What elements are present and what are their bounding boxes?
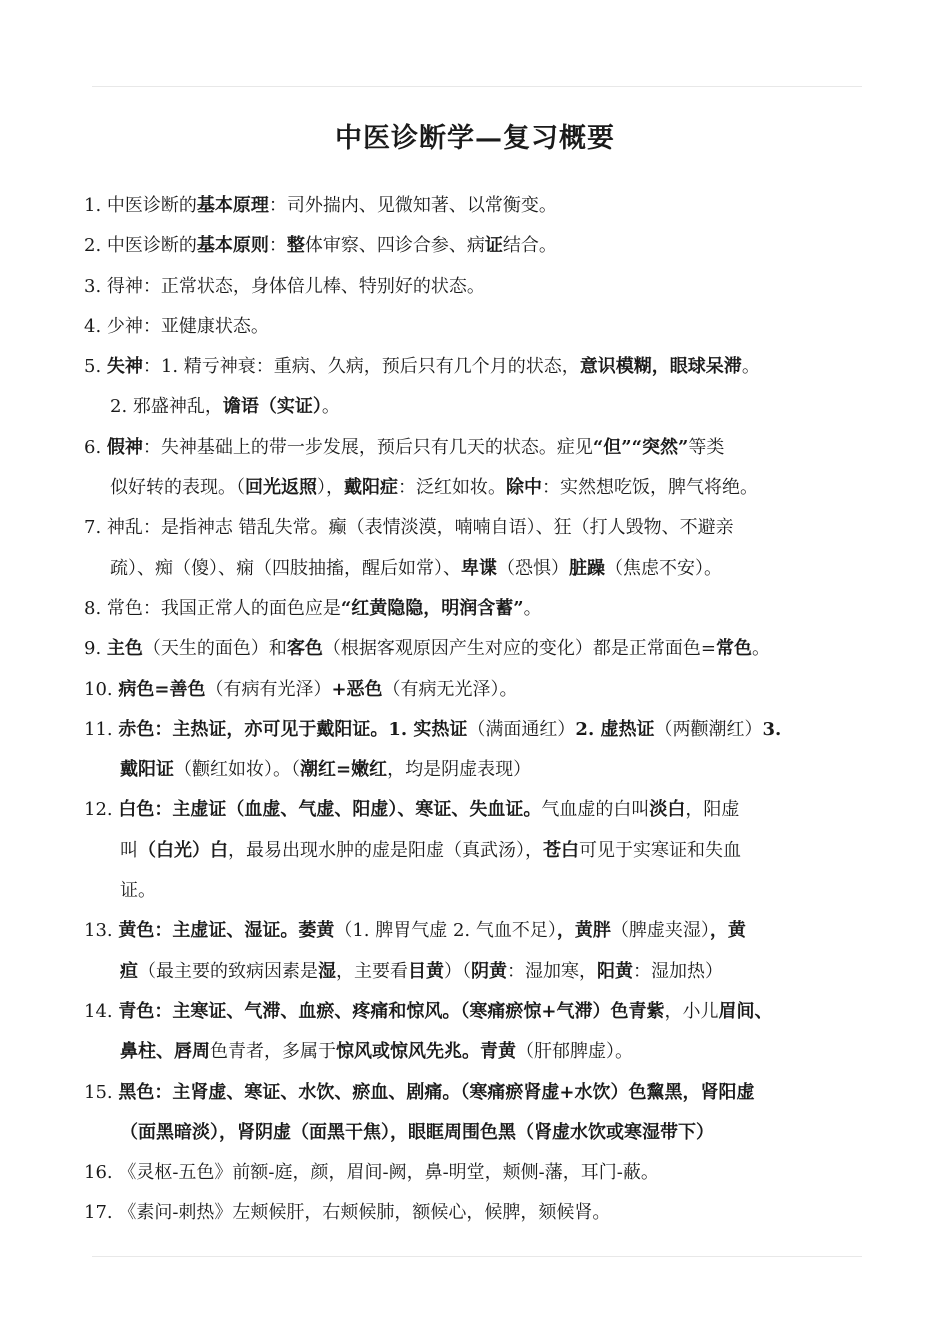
text-run: ：失神基础上的带一步发展，预后只有几天的状态。症见 [142,436,593,458]
text-line [84,952,884,992]
bold-text: 基本原理 [196,195,269,216]
text-run: 色青者，多属于 [210,1041,336,1063]
bold-text: 白色：主虚证（血虚、气虚、阳虚）、寒证、失血证。 [118,799,542,821]
list-item [84,307,884,347]
text-run: ，主要看 [336,960,408,982]
text-line [84,267,884,307]
text-run: 。 [321,396,340,418]
bold-text: 淡白 [649,799,686,821]
text-run: 9. [84,638,107,660]
list-item [84,589,884,629]
list-item [84,790,884,911]
bold-text: 常色 [716,638,752,660]
text-run: ）， [317,477,344,499]
text-line [84,670,884,710]
page-title: 中医诊断学—复习概要 [335,123,615,154]
bottom-divider [92,1256,862,1257]
text-run: 2. 中医诊断的 [84,235,197,257]
text-line [84,992,884,1032]
text-run: 可见于实寒证和失血 [579,839,741,861]
text-run: ：实然想吃饭，脾气将绝。 [542,477,758,499]
text-run: 3. 得神：正常状态，身体倍儿棒、特别好的状态。 [84,275,485,297]
text-run: 8. 常色：我国正常人的面色应是 [84,597,341,619]
text-run: （焦虑不安）。 [605,557,722,579]
bold-text: ，黄 [709,920,746,942]
bold-text: 基本原则 [196,235,269,257]
text-line [84,589,884,629]
list-item [84,1073,884,1154]
list-item [84,267,884,307]
text-run: （满面通红） [467,718,576,740]
bold-text: +恶色 [331,678,383,700]
list-item [84,1193,884,1233]
bold-text: 除中 [506,477,542,499]
bold-text: （面黑暗淡），肾阴虚（面黑干焦），眼眶周围色黑（肾虚水饮或寒湿带下） [120,1121,714,1143]
text-run: 11. [84,718,119,740]
text-run: 气血虚的白叫 [541,799,650,821]
bold-text: 戴阳证 [120,759,174,781]
text-run: （最主要的致病因素是 [138,960,318,982]
bold-text: 病色=善色 [118,678,206,700]
text-line [84,831,884,871]
text-line [84,710,884,750]
bold-text: 卑谍 [461,557,497,579]
bold-text: 疸 [120,960,138,982]
list-item [84,508,884,589]
text-run: 7. 神乱：是指神志 错乱失常。癫（表情淡漠，喃喃自语）、狂（打人毁物、不避亲 [84,517,734,539]
bold-text: 鼻柱、唇周 [120,1041,210,1063]
list-item [84,911,884,992]
text-run: 12. [84,799,119,821]
text-run: ，小儿 [664,1000,719,1022]
text-line [84,226,884,266]
text-run: 。 [741,356,760,378]
list-item [84,428,884,509]
text-run: 15. [84,1081,119,1103]
text-line [84,428,884,468]
bold-text: 戴阳症 [344,477,398,499]
text-run: 结合。 [502,235,557,257]
text-run: ： [268,235,287,257]
text-line [84,468,884,508]
text-run: （脾虚夹湿） [610,920,710,942]
text-line [84,1032,884,1072]
text-run: ：1. 精亏神衰：重病、久病，预后只有几个月的状态， [142,356,580,378]
bold-text: “红黄隐隐，明润含蓄” [340,597,524,619]
text-run: 14. [84,1000,119,1022]
bold-text: ，黄胖 [556,920,611,942]
bold-text: 阳黄 [597,960,633,982]
bold-text: 惊风或惊风先兆。青黄 [336,1041,516,1063]
top-divider [92,86,862,87]
text-line [84,508,884,548]
bold-text: 苍白 [543,839,579,861]
bold-text: 湿 [318,960,336,982]
text-line [84,186,884,226]
text-run: 10. [84,678,119,700]
text-run: 叫 [120,839,138,861]
bold-text: 失神 [106,356,143,378]
text-run: 。 [523,597,542,619]
bold-text: 眉间、 [718,1000,773,1022]
text-line [84,790,884,830]
text-line [84,629,884,669]
text-run: 。 [752,638,770,660]
text-run: （1. 脾胃气虚 2. 气血不足） [334,920,557,942]
text-run: ，阳虚 [685,799,740,821]
bold-text: 主色 [106,638,143,660]
list-item [84,670,884,710]
text-line [84,1153,884,1193]
bold-text: 脏躁 [569,557,605,579]
text-run: ：泛红如妆。 [398,477,506,499]
text-line [84,549,884,589]
bold-text: （白光）白 [138,839,228,861]
list-item [84,226,884,266]
text-line [84,1193,884,1233]
bold-text: “但”“突然” [592,436,689,458]
bold-text: 意识模糊，眼球呆滞 [579,356,742,378]
bold-text: 假神 [106,436,143,458]
bold-text: 客色 [286,638,323,660]
bold-text: 青色：主寒证、气滞、血瘀、疼痛和惊风。（寒痛瘀惊+气滞）色青紫 [118,1000,665,1022]
text-run: （有病无光泽）。 [382,678,518,700]
bold-text: 整 [286,235,305,257]
bold-text: 潮红=嫩红 [300,759,388,781]
text-run: 6. [84,436,107,458]
text-line [84,1113,884,1153]
text-run: （颧红如妆）。（ [174,759,300,781]
bold-text: 回光返照 [245,477,317,499]
text-run: 16. 《灵枢-五色》前额-庭，颜，眉间-阙，鼻-明堂，颊侧-藩，耳门-蔽。 [84,1162,659,1184]
text-run: 似好转的表现。（ [110,477,245,499]
text-run: ，均是阴虚表现） [387,759,532,781]
bold-text: 目黄 [408,960,444,982]
text-run: ）（ [444,960,471,982]
list-item [84,710,884,791]
text-run: （恐惧） [497,557,569,579]
bold-text: 谵语（实证） [222,396,322,418]
text-run: 13. [84,920,119,942]
bold-text: 阴黄 [471,960,507,982]
text-run: ，最易出现水肿的虚是阳虚（真武汤）， [228,839,543,861]
list-item [84,186,884,226]
document-body [84,186,884,1234]
text-run: （肝郁脾虚）。 [516,1041,633,1063]
text-run: （有病有光泽） [205,678,332,700]
text-run: ：司外揣内、见微知著、以常衡变。 [268,195,557,216]
list-item [84,629,884,669]
text-run: 5. [84,356,107,378]
text-line [84,1073,884,1113]
text-run: 证。 [120,880,156,902]
text-run: 等类 [688,436,725,458]
bold-text: 赤色：主热证，亦可见于戴阳证。1. 实热证 [118,718,468,740]
text-run: 1. 中医诊断的 [84,195,197,216]
text-line [84,871,884,911]
text-run: 体审察、四诊合参、病 [304,235,485,257]
text-run: 17. 《素问-刺热》左颊候肝，右颊候肺，额候心，候脾，颏候肾。 [84,1202,611,1224]
text-run: 疏）、痴（傻）、痫（四肢抽搐，醒后如常）、 [110,557,461,579]
text-run: 4. 少神：亚健康状态。 [84,315,269,337]
text-line [84,911,884,951]
text-run: （天生的面色）和 [142,638,287,660]
list-item [84,1153,884,1193]
text-run: （根据客观原因产生对应的变化）都是正常面色= [322,638,716,660]
text-run: ：湿加热） [633,960,723,982]
text-line [84,387,884,427]
bold-text: 黑色：主肾虚、寒证、水饮、瘀血、剧痛。（寒痛瘀肾虚+水饮）色黧黑，肾阳虚 [118,1081,755,1103]
bold-text: 3. [762,718,782,740]
bold-text: 证 [484,235,503,257]
text-line [84,750,884,790]
text-line [84,307,884,347]
list-item [84,347,884,428]
text-run: 2. 邪盛神乱， [110,396,223,418]
list-item [84,992,884,1073]
text-run: （两颧潮红） [654,718,763,740]
text-run: ：湿加寒， [507,960,597,982]
text-line [84,347,884,387]
bold-text: 黄色：主虚证、湿证。萎黄 [118,920,335,942]
bold-text: 2. 虚热证 [575,718,655,740]
